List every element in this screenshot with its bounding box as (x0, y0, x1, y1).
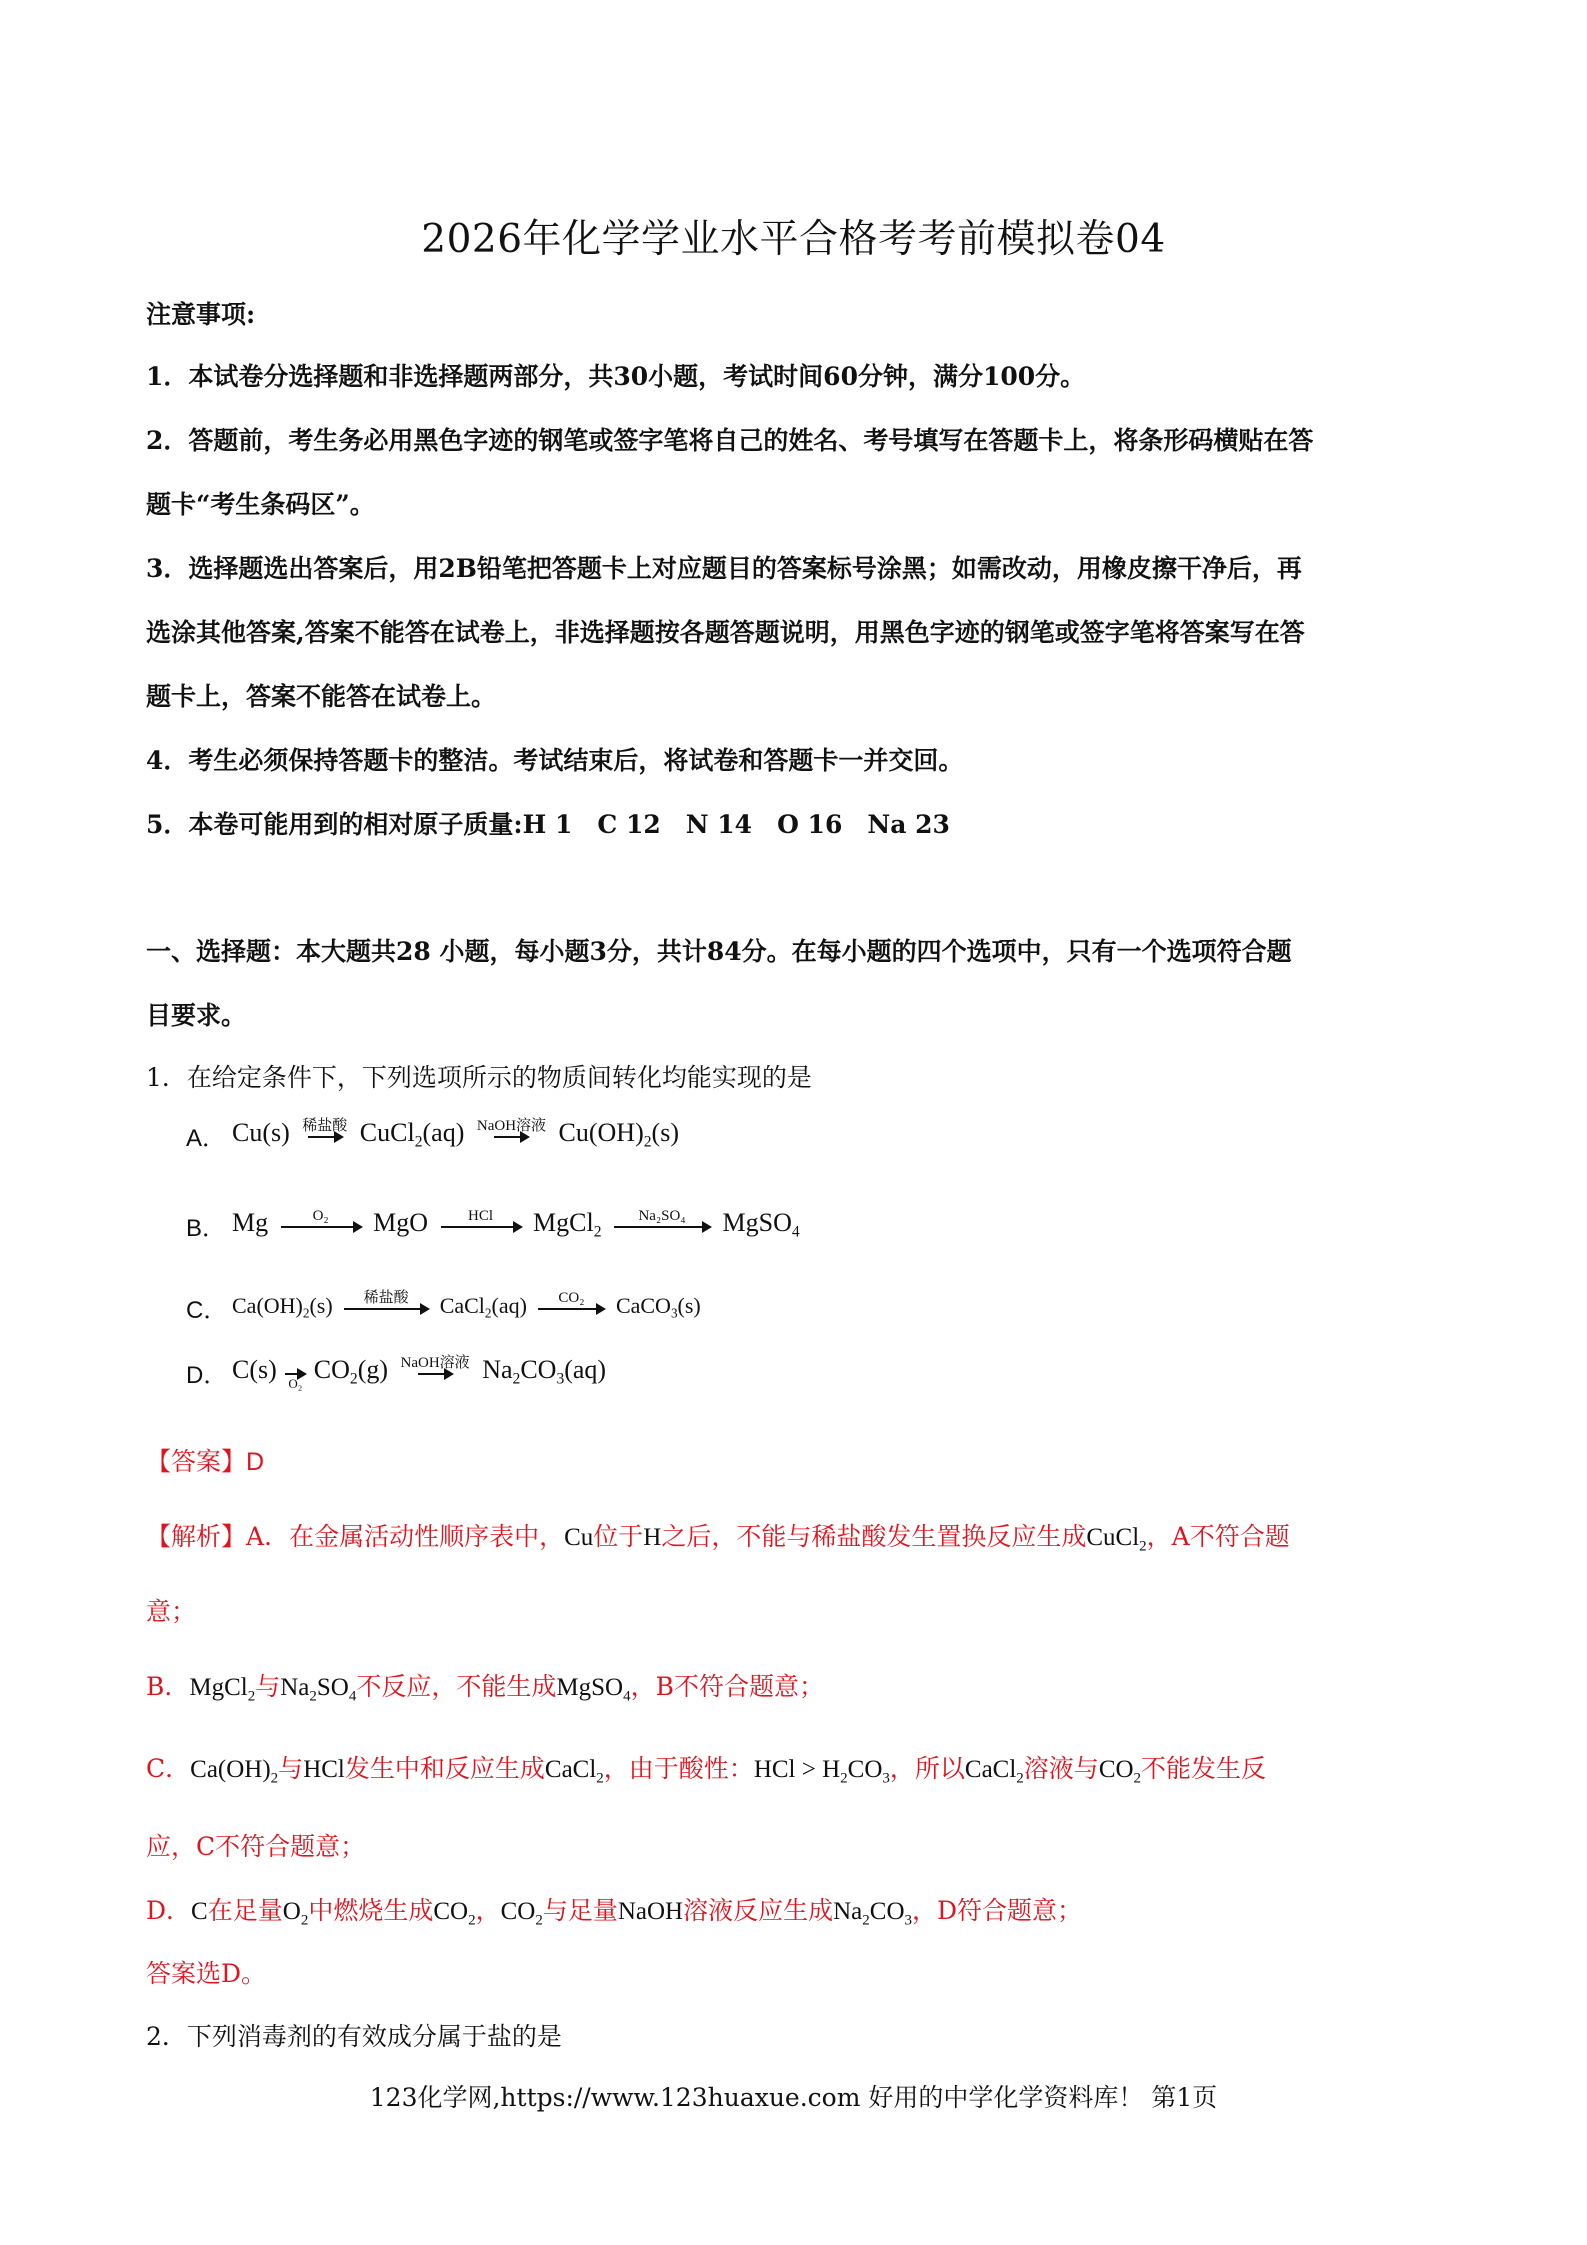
formula: $Ca(OH)_2(s)$ 稀盐酸 CaCl$_2$(aq) CO₂ CaCO$_3$(s) (232, 1291, 701, 1325)
reaction-arrow: Na₂SO₄ (614, 1209, 710, 1243)
section-heading-line-1: 一、选择题：本大题共28 小题，每小题3分，共计84分。在每小题的四个选项中，只有一个选项符合题 (146, 937, 1292, 966)
notice-item-2-line-2: 题卡“考生条码区”。 (146, 490, 375, 519)
notice-item-2-line-1: 2．答题前，考生务必用黑色字迹的钢笔或签字笔将自己的姓名、考号填写在答题卡上，将条形码横贴在答 (146, 426, 1314, 455)
answer-line (146, 1445, 1446, 1479)
analysis-a-line-1: 【解析】A．在金属活动性顺序表中，Cu位于H之后，不能与稀盐酸发生置换反应生成CuCl$_2$，A不符合题 (146, 1522, 1290, 1555)
page-title: 2026年化学学业水平合格考考前模拟卷04 (421, 217, 1166, 262)
formula: C(s) O₂ $CO_2(g)$ NaOH溶液 $Na_2CO_3(aq)$ (232, 1354, 607, 1391)
reaction-arrow: 稀盐酸 (344, 1291, 428, 1325)
notice-item-5: 5．本卷可能用到的相对原子质量:H 1 C 12 N 14 O 16 Na 23 (146, 810, 950, 839)
notice-item-3-line-2: 选涂其他答案,答案不能答在试卷上，非选择题按各题答题说明，用黑色字迹的钢笔或签字笔将答案写在答 (146, 618, 1305, 647)
analysis-label: 【解析】 (146, 1522, 247, 1551)
question-1-option-b (186, 1208, 800, 1243)
analysis-d: D．C在足量$O_2$中燃烧生成$CO_2$，$CO_2$与足量NaOH溶液反应生成$Na_2CO_3$，D符合题意； (146, 1896, 1083, 1929)
answer-value: D (246, 1448, 265, 1476)
reaction-arrow: O₂ (281, 1209, 361, 1243)
answer-label: 【答案】 (146, 1447, 247, 1476)
notice-item-4: 4．考生必须保持答题卡的整洁。考试结束后，将试卷和答题卡一并交回。 (146, 746, 964, 775)
page-footer: 123化学网,https://www.123huaxue.com 好用的中学化学资料库！ 第1页 (369, 2083, 1218, 2112)
formula: Mg O₂ MgO HCl MgCl$_2$ Na₂SO₄ MgSO$_4$ (232, 1207, 800, 1241)
question-1-option-c (186, 1290, 701, 1325)
analysis-c-line-1: C．$Ca(OH)_2$与HCl发生中和反应生成CaCl$_2$，由于酸性：HCl > $H_2CO_3$，所以CaCl$_2$溶液与$CO_2$不能发生反 (146, 1754, 1267, 1787)
section-heading-line-2: 目要求。 (146, 1001, 247, 1030)
reaction-arrow: NaOH溶液 (477, 1119, 546, 1153)
question-2-stem: 2．下列消毒剂的有效成分属于盐的是 (146, 2022, 562, 2051)
reaction-arrow: O₂ (285, 1356, 305, 1390)
reaction-arrow: 稀盐酸 (302, 1119, 347, 1153)
notice-item-3-line-3: 题卡上，答案不能答在试卷上。 (146, 682, 497, 711)
reaction-arrow: HCl (441, 1209, 521, 1243)
notice-item-3-line-1: 3．选择题选出答案后，用2B铅笔把答题卡上对应题目的答案标号涂黑；如需改动，用橡皮擦干净后，再 (146, 554, 1302, 583)
question-1-stem: 1．在给定条件下，下列选项所示的物质间转化均能实现的是 (146, 1063, 812, 1092)
analysis-b: B．MgCl$_2$与$Na_2SO_4$不反应，不能生成MgSO$_4$，B不符合题意； (146, 1672, 824, 1705)
question-1-option-d (186, 1355, 606, 1390)
option-letter: A． (186, 1125, 227, 1152)
option-letter: C． (186, 1297, 228, 1324)
option-letter: D． (186, 1362, 228, 1389)
analysis-a-line-2: 意； (146, 1597, 197, 1626)
analysis-final: 答案选D。 (146, 1959, 267, 1988)
notice-item-1: 1．本试卷分选择题和非选择题两部分，共30小题，考试时间60分钟，满分100分。 (146, 362, 1086, 391)
reaction-arrow: NaOH溶液 (401, 1356, 470, 1390)
notice-heading: 注意事项: (146, 300, 256, 329)
question-1-option-a (186, 1118, 679, 1153)
formula: Cu(s) 稀盐酸 CuCl$_2$(aq) NaOH溶液 $Cu(OH)_2(s)$ (232, 1117, 679, 1151)
reaction-arrow: CO₂ (538, 1291, 604, 1325)
option-letter: B． (186, 1215, 227, 1242)
analysis-c-line-2: 应，C不符合题意； (146, 1832, 366, 1861)
